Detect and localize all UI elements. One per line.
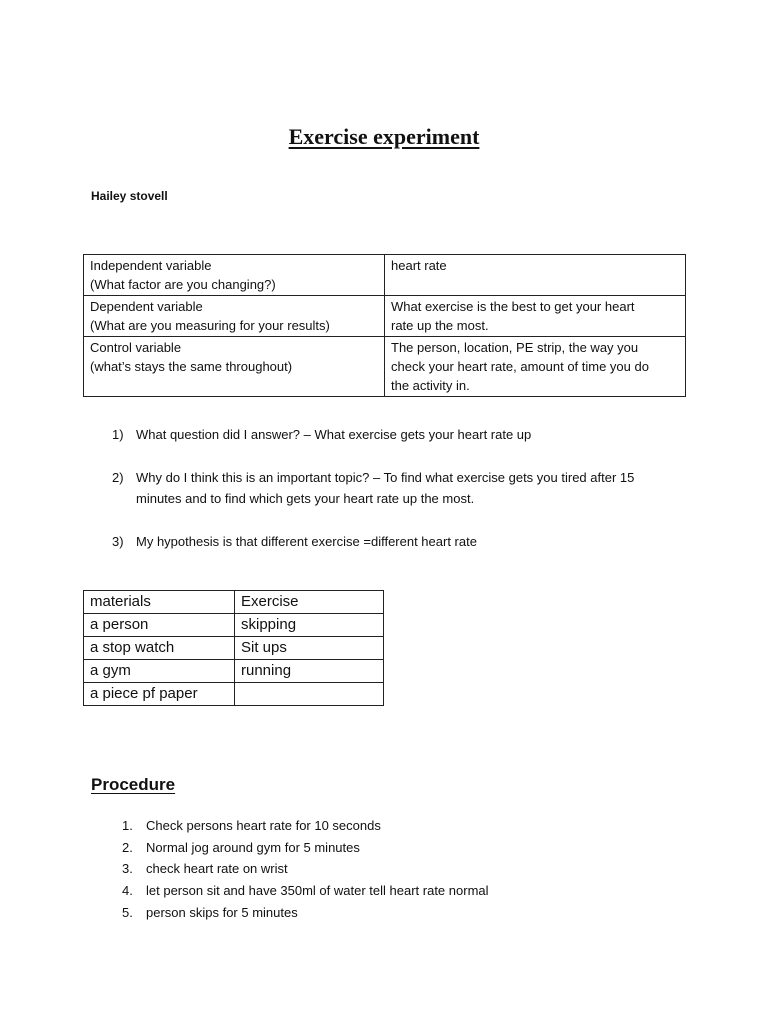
control-variable-hint: (what’s stays the same throughout) (90, 359, 293, 374)
variable-value-cell (385, 296, 686, 337)
step-text: check heart rate on wrist (146, 861, 288, 877)
step-number: 3. (122, 861, 133, 877)
procedure-steps (122, 815, 489, 924)
materials-header: materials (84, 591, 235, 614)
exercise-cell: skipping (235, 614, 384, 637)
table-row (84, 296, 686, 337)
material-cell: a stop watch (84, 637, 235, 660)
step-text: Check persons heart rate for 10 seconds (146, 818, 381, 833)
document-title: Exercise experiment (288, 124, 480, 149)
list-item (122, 815, 489, 837)
dependent-variable-label: Dependent variable (90, 299, 203, 314)
question-list (112, 424, 692, 574)
dependent-variable-value-line: What exercise is the best to get your heart (391, 299, 635, 314)
table-row (84, 255, 686, 296)
independent-variable-hint: (What factor are you changing?) (90, 277, 276, 292)
question-number: 2) (112, 470, 124, 485)
step-text: let person sit and have 350ml of water tell heart rate normal (146, 883, 489, 899)
list-item (112, 531, 692, 552)
question-text: What question did I answer? – What exercise gets your heart rate up (136, 427, 532, 442)
exercise-cell (235, 683, 384, 706)
question-text: minutes and to find which gets your heart rate up the most. (136, 491, 475, 506)
materials-table (83, 590, 384, 706)
table-header-row (84, 591, 384, 614)
independent-variable-label: Independent variable (90, 258, 212, 273)
variable-value-cell (385, 255, 686, 296)
control-variable-value-line: check your heart rate, amount of time you do (391, 359, 649, 374)
table-row (84, 660, 384, 683)
question-number: 3) (112, 534, 124, 549)
exercise-header: Exercise (235, 591, 384, 614)
list-item (122, 837, 489, 859)
author-name: Hailey stovell (91, 189, 168, 203)
dependent-variable-hint: (What are you measuring for your results) (90, 318, 330, 333)
step-number: 5. (122, 904, 133, 920)
control-variable-label: Control variable (90, 340, 182, 355)
list-item (122, 858, 489, 880)
list-item (122, 902, 489, 924)
step-text: person skips for 5 minutes (146, 904, 298, 920)
variable-label-cell (84, 255, 385, 296)
material-cell: a gym (84, 660, 235, 683)
table-row (84, 683, 384, 706)
question-text: Why do I think this is an important topic? – To find what exercise gets you tired after 15 (136, 470, 635, 485)
dependent-variable-value-line: rate up the most. (391, 318, 489, 333)
list-item (122, 880, 489, 902)
table-row (84, 614, 384, 637)
exercise-cell: Sit ups (235, 637, 384, 660)
variable-label-cell (84, 296, 385, 337)
material-cell: a piece pf paper (84, 683, 235, 706)
control-variable-value-line: the activity in. (391, 378, 470, 393)
variable-value-cell (385, 337, 686, 397)
variable-label-cell (84, 337, 385, 397)
step-number: 2. (122, 839, 133, 855)
variables-table (83, 254, 686, 397)
exercise-cell: running (235, 660, 384, 683)
independent-variable-value: heart rate (391, 258, 447, 273)
step-number: 4. (122, 883, 133, 899)
list-item (112, 424, 692, 445)
table-row (84, 637, 384, 660)
table-row (84, 337, 686, 397)
material-cell: a person (84, 614, 235, 637)
procedure-heading: Procedure (91, 775, 176, 794)
step-text: Normal jog around gym for 5 minutes (146, 839, 360, 855)
question-text: My hypothesis is that different exercise =different heart rate (136, 534, 477, 549)
question-number: 1) (112, 427, 124, 442)
step-number: 1. (122, 818, 133, 833)
list-item (112, 467, 692, 509)
control-variable-value-line: The person, location, PE strip, the way you (391, 340, 639, 355)
